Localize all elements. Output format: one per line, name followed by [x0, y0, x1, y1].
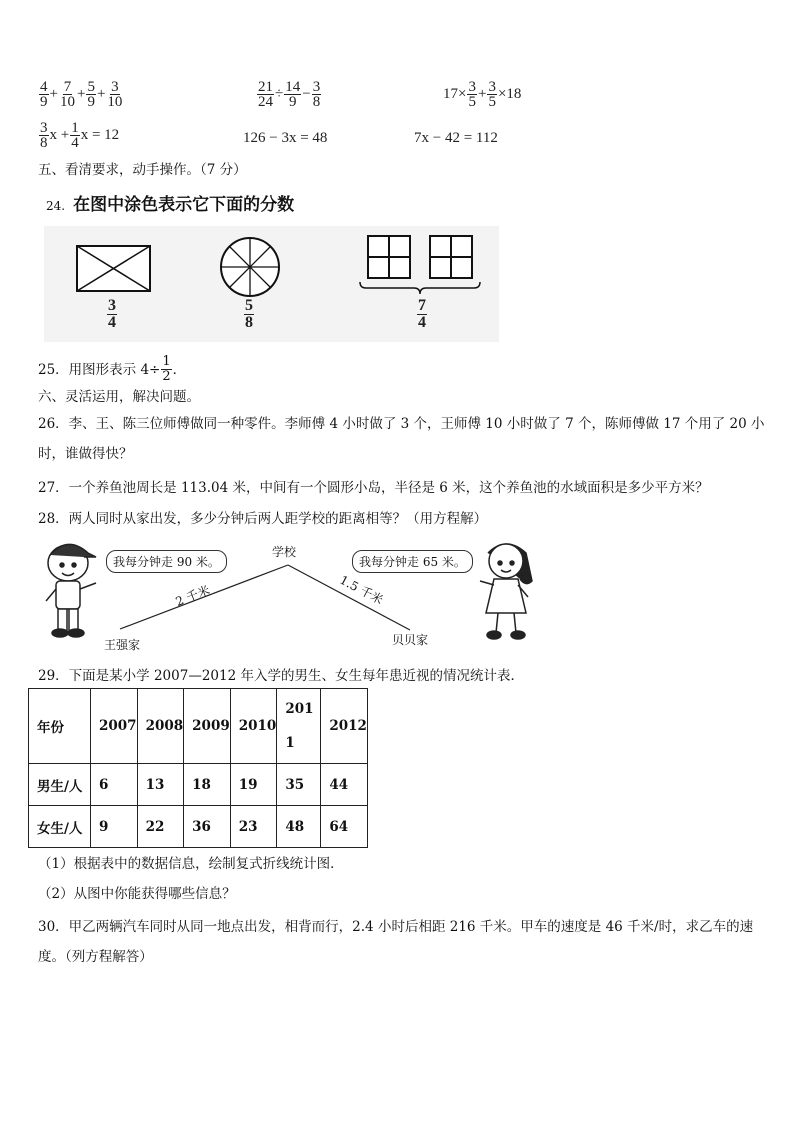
q24-heading: 24. 在图中涂色表示它下面的分数	[46, 195, 295, 215]
q24-figure-panel	[44, 226, 499, 342]
brace	[360, 282, 480, 294]
distance-left-label: 2 千米	[173, 583, 212, 609]
q30-line2: 度。（列方程解答）	[38, 949, 153, 965]
table-cell: 13	[137, 764, 184, 806]
square-left-shape[interactable]	[368, 236, 410, 278]
beibei-home-label: 贝贝家	[392, 633, 429, 647]
school-label: 学校	[272, 545, 297, 559]
calc-equation-2: 126 − 3x = 48	[243, 130, 328, 146]
q29-sub2: （2）从图中你能获得哪些信息？	[38, 886, 236, 902]
table-cell: 2010	[230, 689, 277, 764]
calc-equation-3: 7x − 42 = 112	[414, 130, 498, 146]
table-cell: 2009	[184, 689, 231, 764]
table-cell: 48	[277, 806, 321, 848]
table-header-row	[29, 689, 368, 764]
q26-line1: 26．李、王、陈三位师傅做同一种零件。李师傅 4 小时做了 3 个，王师傅 10 小时做了 7 个，陈师傅做 17 个用了 20 小	[38, 416, 765, 432]
speech-bubble-girl: 我每分钟走 65 米。	[352, 550, 473, 573]
square-right-shape[interactable]	[430, 236, 472, 278]
circle-shape[interactable]	[221, 238, 279, 296]
wang-qiang-home-label: 王强家	[104, 638, 141, 652]
rectangle-shape[interactable]	[77, 246, 150, 291]
table-cell: 9	[91, 806, 138, 848]
table-cell: 35	[277, 764, 321, 806]
table-cell: 22	[137, 806, 184, 848]
table-cell: 男生/人	[29, 764, 91, 806]
calc-expression-1: $\frac{4}{9}$ + $\frac{7}{10}$ + $\frac{5}{9}$ + $\frac{3}{10}$	[40, 79, 123, 110]
table-cell: 2012	[321, 689, 368, 764]
girl-illustration	[480, 544, 532, 639]
table-cell: 64	[321, 806, 368, 848]
calc-equation-1: $\frac{3}{8}$ x + $\frac{1}{4}$ x = 12	[40, 120, 120, 151]
section-five-heading: 五、看清要求，动手操作。（7 分）	[38, 162, 247, 178]
table-cell: 年份	[29, 689, 91, 764]
q29-text: 29．下面是某小学 2007—2012 年入学的男生、女生每年患近视的情况统计表．	[38, 668, 524, 684]
myopia-stats-table	[28, 688, 368, 848]
q26-line2: 时，谁做得快？	[38, 446, 133, 462]
table-cell: 36	[184, 806, 231, 848]
section-six-heading: 六、灵活运用，解决问题。	[38, 389, 200, 405]
table-cell: 44	[321, 764, 368, 806]
boy-illustration	[46, 544, 96, 637]
table-row-boys	[29, 764, 368, 806]
table-cell: 23	[230, 806, 277, 848]
calc-expression-2: $\frac{21}{24}$ ÷ $\frac{14}{9}$ − $\frac{3}{8}$	[258, 79, 321, 110]
table-cell: 女生/人	[29, 806, 91, 848]
q27-text: 27．一个养鱼池周长是 113.04 米，中间有一个圆形小岛，半径是 6 米，这个养鱼池的水域面积是多少平方米？	[38, 480, 709, 496]
table-cell: 2008	[137, 689, 184, 764]
q28-illustration	[40, 535, 560, 660]
distance-right-label: 1.5 千米	[337, 572, 386, 608]
q25-text: 25．用图形表示 4÷ $\frac{1}{2}$ ．	[38, 354, 187, 384]
q30-line1: 30．甲乙两辆汽车同时从同一地点出发，相背而行，2.4 小时后相距 216 千米。甲车的速度是 46 千米/时，求乙车的速	[38, 919, 754, 935]
fraction-seven-quarters: $\frac{7}{4}$	[418, 297, 426, 331]
q28-text: 28．两人同时从家出发，多少分钟后两人距学校的距离相等？（用方程解）	[38, 511, 488, 527]
q29-sub1: （1）根据表中的数据信息，绘制复式折线统计图．	[38, 856, 344, 872]
table-cell: 6	[91, 764, 138, 806]
calc-expression-3: 17× $\frac{3}{5}$ + $\frac{3}{5}$ ×18	[443, 79, 522, 110]
table-cell: 18	[184, 764, 231, 806]
table-row-girls	[29, 806, 368, 848]
table-cell: 19	[230, 764, 277, 806]
table-cell: 2007	[91, 689, 138, 764]
fraction-three-quarters: $\frac{3}{4}$	[108, 297, 116, 331]
table-cell: 201 1	[277, 689, 321, 764]
speech-bubble-boy: 我每分钟走 90 米。	[106, 550, 227, 573]
fraction-five-eighths: $\frac{5}{8}$	[245, 297, 253, 331]
